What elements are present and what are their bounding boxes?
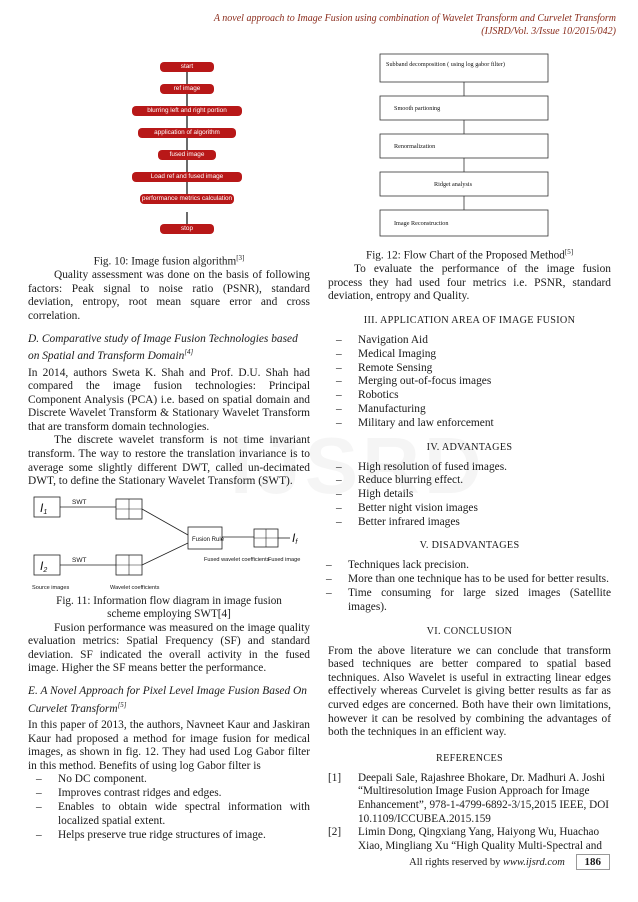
list-item: – Remote Sensing [328, 362, 611, 376]
benefits-list [28, 773, 310, 842]
section-d-p1: In 2014, authors Sweta K. Shah and Prof. D.U. Shah had compared the image fusion technologies: Principal Component Analysis (PCA) i.e. based on spatial domain and Discrete Wavelet Transform & Stationary Wavelet Transform that are transform domain technologies. [28, 366, 310, 433]
advantages-list [328, 461, 611, 530]
fig11-if: If [292, 530, 298, 546]
header-volume: (IJSRD/Vol. 3/Issue 10/2015/042) [481, 26, 616, 37]
list-item: – Helps preserve true ridge structures of image. [28, 829, 310, 843]
page-footer: All rights reserved by www.ijsrd.com 186 [409, 854, 610, 870]
fig10-arrow [186, 116, 188, 128]
disadvantages-list [318, 559, 611, 614]
section-e-title: E. A Novel Approach for Pixel Level Image Fusion Based On Curvelet Transform[5] [28, 685, 307, 715]
list-item: – Medical Imaging [328, 348, 611, 362]
list-item: – Better night vision images [328, 502, 611, 516]
fig10-arrow [186, 182, 188, 194]
page-number: 186 [576, 854, 611, 870]
evaluate-paragraph: To evaluate the performance of the image fusion process they had used four metrics i.e. PSNR, standard deviation, entropy and Quality. [328, 263, 611, 303]
list-item: – Time consuming for large sized images (Satellite images). [318, 587, 611, 615]
fig10-arrow [186, 94, 188, 106]
right-column [328, 52, 611, 853]
fig11-fused-image: Fused image [268, 556, 301, 563]
list-item: – Robotics [328, 389, 611, 403]
figure-11 [28, 495, 310, 595]
fig10-arrow [186, 212, 188, 224]
list-item: – Techniques lack precision. [318, 559, 611, 573]
references-list [328, 772, 611, 854]
reference-item: [2] Limin Dong, Qingxiang Yang, Haiyong Wu, Huachao Xiao, Mingliang Xu “High Quality Multi-Spectral and [328, 826, 602, 852]
list-item: – Better infrared images [328, 516, 611, 530]
running-header [214, 12, 616, 38]
conclusion-paragraph: From the above literature we can conclude that transform based techniques are better compared to spatial based techniques. Also Wavelet is useful in extracting linear edges effectively whereas Curvelet is giving better results as far as curved edges are concerned. Both have their own limitations, however it can be resolved by combining the advantages of both the techniques in an efficient way. [328, 644, 611, 739]
list-item: – High details [328, 488, 611, 502]
fig11-fused-wavelet: Fused wavelet coefficients [204, 556, 270, 563]
fig12-step-2: Smooth partioning [394, 105, 441, 112]
footer-site-link[interactable]: www.ijsrd.com [503, 857, 565, 868]
section-d-title: D. Comparative study of Image Fusion Technologies based on Spatial and Transform Domain[4] [28, 332, 298, 362]
quality-paragraph: Quality assessment was done on the basis of following factors: Peak signal to noise ratio (PSNR), standard deviation, entropy, root mean square error and cross correlation. [28, 269, 310, 322]
list-item: – No DC component. [28, 773, 310, 787]
svg-text:Fusion Rule: Fusion Rule [192, 536, 225, 543]
fig10-load: Load ref and fused image [132, 172, 242, 182]
list-item: – Navigation Aid [328, 334, 611, 348]
fig10-arrow [186, 72, 188, 84]
fig10-blurring: blurring left and right portion [132, 106, 242, 116]
fig12-caption: Fig. 12: Flow Chart of the Proposed Method[5] [365, 248, 574, 262]
fig12-step-5: Image Reconstruction [394, 220, 449, 227]
fig10-caption: Fig. 10: Image fusion algorithm[3] [93, 254, 245, 268]
fig10-algorithm: application of algorithm [138, 128, 236, 138]
fig10-stop: stop [160, 224, 214, 234]
fig10-arrow [186, 160, 188, 172]
fig12-step-3: Renormalization [394, 143, 436, 150]
section-6-title: VI. CONCLUSION [426, 625, 513, 637]
fig11-wavelet-coeff: Wavelet coefficients [110, 584, 160, 591]
list-item: – Improves contrast ridges and edges. [28, 787, 310, 801]
fig11-swt-bottom: SWT [72, 556, 87, 564]
fig10-fused-image: fused image [158, 150, 216, 160]
list-item: – High resolution of fused images. [328, 461, 611, 475]
list-item: – Enables to obtain wide spectral information with localized spatial extent. [28, 801, 310, 829]
fig11-caption: Fig. 11: Information flow diagram in image fusion scheme employing SWT[4] [56, 594, 282, 621]
list-item: – Military and law enforcement [328, 417, 611, 431]
applications-list [328, 334, 611, 431]
fig11-i1: I1 [40, 500, 48, 516]
section-5-title: V. DISADVANTAGES [419, 540, 520, 552]
section-e-p1: In this paper of 2013, the authors, Navneet Kaur and Jaskiran Kaur had proposed a method for image fusion for medical images, as shown in fig. 12. They had used Log Gabor filter in this method. Benefits of using log Gabor filter is [28, 719, 310, 772]
fig10-arrow [186, 138, 188, 150]
fig12-step-4: Ridget analysis [434, 181, 472, 188]
fusion-performance-paragraph: Fusion performance was measured on the image quality evaluation metrics: Spatial Frequency (SF) and standard deviation. SF indicated the overall activity in the fused image. Higher the SF means better the performance. [28, 621, 310, 675]
fig11-i2: I2 [40, 558, 48, 574]
fig10-ref-image: ref image [160, 84, 214, 94]
list-item: – Merging out-of-focus images [328, 375, 611, 389]
fig12-step-1: Subband decomposition ( using log gabor filter) [386, 61, 505, 68]
section-4-title: IV. ADVANTAGES [426, 441, 513, 453]
section-d-p2: The discrete wavelet transform is not time invariant transform. The way to restore the translation invariance is to average some slightly different DWT, called un-decimated DWT, to define the Stationary Wavelet Transform (SWT). [28, 434, 310, 488]
list-item: – More than one technique has to be used for better results. [318, 573, 611, 587]
figure-10 [28, 52, 310, 252]
list-item: – Manufacturing [328, 403, 611, 417]
references-title: REFERENCES [436, 752, 503, 764]
header-title: A novel approach to Image Fusion using combination of Wavelet Transform and Curvelet Transform [213, 13, 616, 24]
fig10-start: start [160, 62, 214, 72]
section-3-title: III. APPLICATION AREA OF IMAGE FUSION [363, 314, 576, 326]
left-column [28, 52, 310, 842]
fig11-swt-top: SWT [72, 498, 87, 506]
reference-item: [1] Deepali Sale, Rajashree Bhokare, Dr. Madhuri A. Joshi “Multiresolution Image Fusion Approach for Image Enhancement”, 978-1-4799-6892-3/15,2015 IEEE, DOI 10.1109/ICCUBEA.2015.159 [328, 771, 610, 825]
list-item: – Reduce blurring effect. [328, 474, 611, 488]
fig10-metrics: performance metrics calculation [141, 195, 233, 202]
figure-12 [328, 52, 611, 240]
fig11-source-images: Source images [32, 584, 70, 591]
